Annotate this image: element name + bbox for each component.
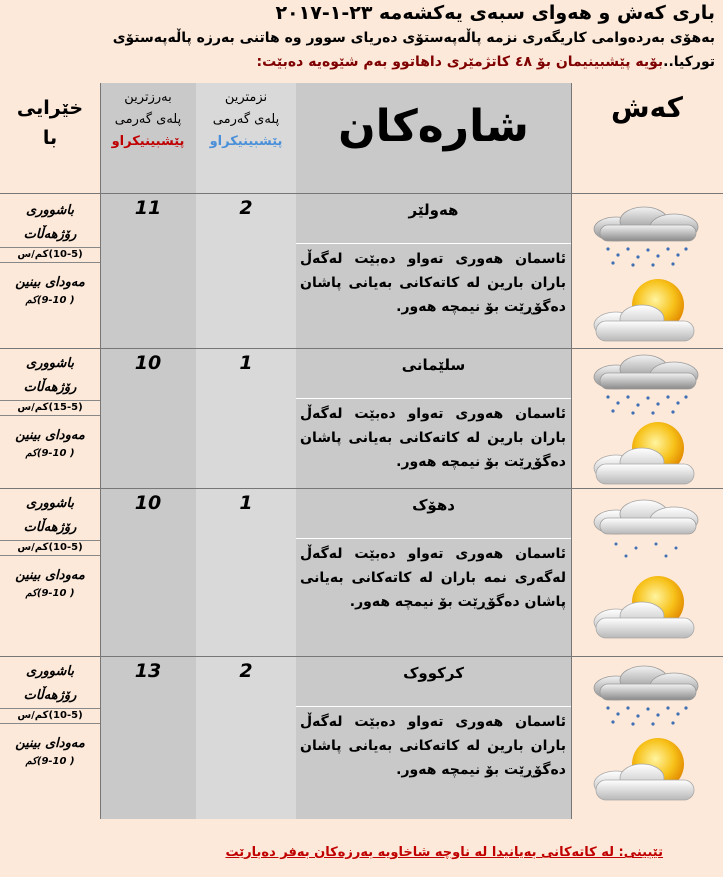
header-max-temp — [100, 87, 196, 153]
wind-speed: (10-5)کم/س — [0, 708, 100, 724]
header-weather: کەش — [611, 91, 683, 124]
wind-direction: باشووری رۆژهەڵات — [23, 496, 77, 535]
header-max-line2: پلەی گەرمی — [114, 112, 182, 127]
divider — [296, 243, 571, 244]
max-temp-value: 10 — [134, 352, 162, 374]
forecast-row-duhok — [0, 488, 723, 656]
header-wind — [0, 93, 100, 153]
intro-line-2-highlight: بۆیە پێشبینیمان بۆ ٤٨ کاتژمێری داهاتوو بەم شێوەیە دەبێت: — [256, 54, 664, 70]
visibility-label: مەودای بینین — [15, 428, 85, 443]
visibility-label: مەودای بینین — [15, 568, 85, 583]
wind-direction: باشووری رۆژهەڵات — [23, 203, 77, 242]
visibility-value: ( 9-10)کم — [25, 588, 75, 599]
footer-note: تێبینی: لە کاتەکانی بەیانیدا لە ناوچە شاخاویە بەرزەکان بەفر دەبارێت — [225, 845, 663, 860]
intro-line-2-prefix: تورکیا.. — [663, 54, 715, 70]
city-description: ئاسمان هەوری تەواو دەبێت لەگەڵ باران بارین لە کاتەکانی بەیانی پاشان دەگۆڕێت بۆ نیمچە هەور. — [300, 714, 566, 778]
header-min-temp — [196, 87, 296, 153]
visibility-label: مەودای بینین — [15, 275, 85, 290]
drizzle-cloud-icon — [586, 496, 706, 566]
max-temp-value: 10 — [134, 492, 162, 514]
rain-cloud-icon — [586, 353, 706, 423]
intro-line-1: بەهۆی بەردەوامی کاریگەری نزمە پاڵەپەستۆی دەریای سوور وە هاتنی بەرزە پاڵەپەستۆی — [112, 30, 715, 46]
city-description: ئاسمان هەوری تەواو دەبێت لەگەڵ باران بارین لە کاتەکانی بەیانی پاشان دەگۆڕێت بۆ نیمچە هەور. — [300, 406, 566, 470]
wind-speed: (10-5)کم/س — [0, 247, 100, 263]
page-title: باری کەش و هەوای سبەی یەکشەمە ٢٣-١-٢٠١٧ — [275, 2, 715, 24]
wind-info — [0, 488, 100, 600]
sun-cloud-icon — [586, 416, 706, 491]
divider — [296, 538, 571, 539]
header-max-line1: بەرزترین — [124, 90, 172, 105]
forecast-row-erbil — [0, 193, 723, 348]
city-description: ئاسمان هەوری تەواو دەبێت لەگەڵ لەگەری نمە باران لە کاتەکانی بەیانی پاشان دەگۆڕێت بۆ نیمچە هەور. — [300, 546, 566, 610]
min-temp-value: 1 — [239, 352, 253, 374]
min-temp-value: 2 — [239, 660, 253, 682]
forecast-row-sulaymaniyah — [0, 348, 723, 488]
max-temp-value: 11 — [134, 197, 162, 219]
wind-direction: باشووری رۆژهەڵات — [23, 356, 77, 395]
wind-speed: (15-5)کم/س — [0, 400, 100, 416]
wind-info — [0, 656, 100, 768]
wind-info — [0, 348, 100, 460]
city-description: ئاسمان هەوری تەواو دەبێت لەگەڵ باران بارین لە کاتەکانی بەیانی پاشان دەگۆڕێت بۆ نیمچە هەور. — [300, 251, 566, 315]
header-wind-line1: خێرایی — [16, 97, 84, 119]
divider — [296, 398, 571, 399]
header-cities: شارەکان — [338, 101, 529, 152]
sun-cloud-icon — [586, 570, 706, 645]
header-wind-line2: با — [42, 127, 58, 149]
wind-info — [0, 195, 100, 307]
rain-cloud-icon — [586, 205, 706, 275]
visibility-label: مەودای بینین — [15, 736, 85, 751]
forecast-table — [0, 83, 723, 819]
header-min-line2: پلەی گەرمی — [212, 112, 280, 127]
intro-line-2 — [256, 54, 715, 70]
divider — [296, 706, 571, 707]
min-temp-value: 2 — [239, 197, 253, 219]
sun-cloud-icon — [586, 273, 706, 348]
header-min-line1: نزمترین — [224, 90, 268, 105]
wind-speed: (10-5)کم/س — [0, 540, 100, 556]
visibility-value: ( 9-10)کم — [25, 756, 75, 767]
min-temp-value: 1 — [239, 492, 253, 514]
forecast-row-kirkuk — [0, 656, 723, 819]
max-temp-value: 13 — [134, 660, 162, 682]
visibility-value: ( 9-10)کم — [25, 448, 75, 459]
city-name: سلێمانی — [401, 356, 466, 374]
city-name: هەولێر — [408, 201, 459, 219]
visibility-value: ( 9-10)کم — [25, 295, 75, 306]
city-name: دهۆک — [412, 496, 455, 514]
header-max-pred: پێشبینیکراو — [111, 134, 185, 149]
wind-direction: باشووری رۆژهەڵات — [23, 664, 77, 703]
rain-cloud-icon — [586, 664, 706, 734]
sun-cloud-icon — [586, 732, 706, 807]
city-name: کرکووک — [403, 664, 464, 682]
header-min-pred: پێشبینیکراو — [209, 134, 283, 149]
